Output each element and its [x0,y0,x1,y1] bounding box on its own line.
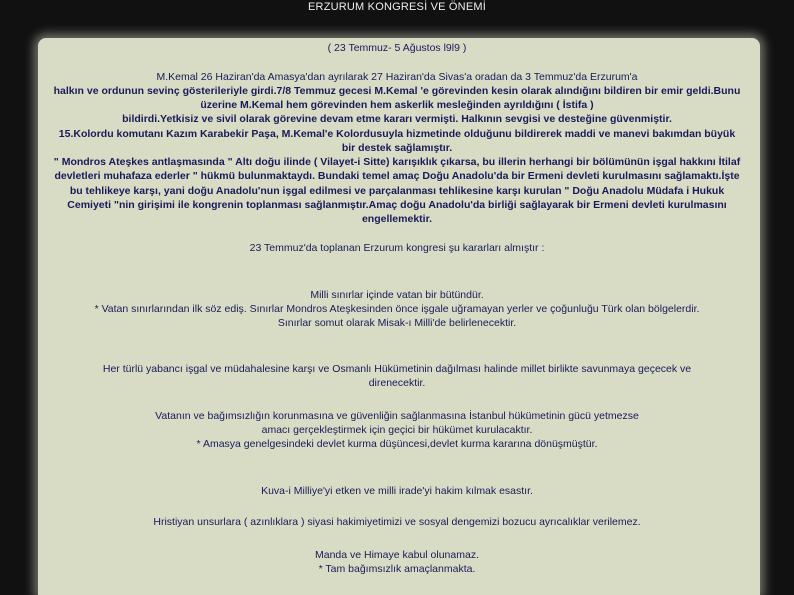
decision-line: Vatanın ve bağımsızlığın korunmasına ve güvenliğin sağlanmasına İstanbul hükümetinin gücü yetmezse [155,410,639,422]
decision-line: Manda ve Himaye kabul olunamaz. [314,549,479,561]
intro-line: engellemektir. [361,213,433,225]
intro-line: üzerine M.Kemal hem görevinden hem askerlik mesleğinden ayrıldığını ( İstifa ) [200,99,594,111]
decision-line: amacı gerçekleştirmek için geçici bir hükümet kurulacaktır. [261,424,533,436]
intro-line: Cemiyeti "nin girişimi ile kongrenin toplanması sağlanmıştır.Amaç doğu Anadolu'da birliği sağlayarak bir Ermeni devleti kurulmasını [67,199,727,211]
decision-note: * Vatan sınırlarından ilk söz ediş. Sınırlar Mondros Ateşkesinden önce işgale uğramayan yerler ve çoğunluğu Türk olan bölgelerdir. [94,303,700,315]
decision-note: * Amasya genelgesindeki devlet kurma düşüncesi,devlet kurma kararına dönüşmüştür. [196,438,598,450]
intro-line: bu tehlikeye karşı, yani doğu Anadolu'nun işgal edilmesi ve parçalanması tehlikesine karşı kurulan " Doğu Anadolu Müdafa i Hukuk [69,185,725,197]
decisions-heading: 23 Temmuz'da toplanan Erzurum kongresi şu kararları almıştır : [249,242,545,254]
intro-line: bildirdi.Yetkisiz ve sivil olarak görevine devam etme kararı vermişti. Halkının sevgisi ve desteğine güvenmiştir. [122,113,672,125]
intro-line: M.Kemal 26 Haziran'da Amasya'dan ayrılarak 27 Haziran'da Sivas'a oradan da 3 Temmuz'da Erzurum'a [156,71,638,83]
decision-note: Sınırlar somut olarak Misak-ı Milli'de belirlenecektir. [277,317,517,329]
intro-line: 15.Kolordu komutanı Kazım Karabekir Paşa, M.Kemal'e Kolordusuyla hizmetinde olduğunu bildirerek maddi ve manevi bakımdan büyük [58,128,736,140]
intro-line: devletleri muhafaza ederler " hükmü bulunmaktaydı. Bundaki temel amaç Doğu Anadolu'da bir Ermeni devleti kurulmasını sağlamaktı.İşte [54,170,740,182]
intro-line: halkın ve ordunun sevinç gösterileriyle girdi.7/8 Temmuz gecesi M.Kemal 'e görevinden kesin olarak alındığını bildiren bir emir geldi.Bunu [53,85,741,97]
decision-line: Milli sınırlar içinde vatan bir bütündür. [310,289,484,301]
decision-note: * Tam bağımsızlık amaçlanmakta. [318,563,476,575]
date-range: ( 23 Temmuz- 5 Ağustos l9l9 ) [327,42,467,54]
decision-line: Hristiyan unsurlara ( azınlıklara ) siyasi hakimiyetimizi ve sosyal dengemizi bozucu ayrıcalıklar verilemez. [153,516,641,528]
intro-line: " Mondros Ateşkes antlaşmasında " Altı doğu ilinde ( Vilayet-i Sitte) karışıklık çıkarsa, bu illerin herhangi bir bölümünün işgal hakkını İtilaf [53,156,741,168]
decision-line: Kuva-i Milliye'yi etken ve milli irade'yi hakim kılmak esastır. [261,485,533,497]
slide-title: ERZURUM KONGRESİ VE ÖNEMİ [308,1,486,13]
decision-line: direnecektir. [368,377,426,389]
intro-line: bir destek sağlamıştır. [341,142,453,154]
decision-line: Her türlü yabancı işgal ve müdahalesine karşı ve Osmanlı Hükümetinin dağılması halinde millet birlikte savunmaya geçecek ve [102,363,692,375]
